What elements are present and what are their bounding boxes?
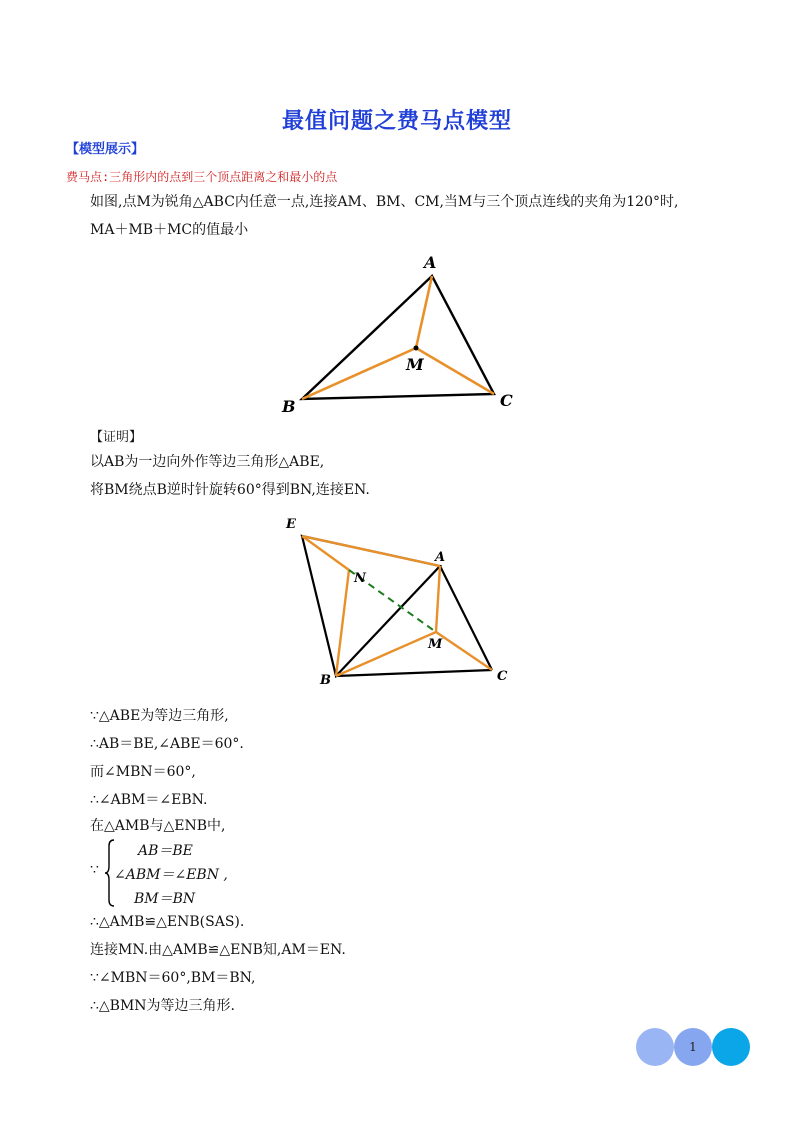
label-a: A xyxy=(424,253,437,272)
proof-step-2: ∴AB＝BE,∠ABE＝60°. xyxy=(90,736,244,752)
segment-bm xyxy=(302,348,416,399)
label-c: C xyxy=(500,391,513,410)
proof-intro-line-1: 以AB为一边向外作等边三角形△ABE, xyxy=(90,454,325,470)
label-m: M xyxy=(428,637,443,652)
segment-bn xyxy=(336,570,349,676)
label-b: B xyxy=(320,673,331,688)
badge-circle-right xyxy=(712,1028,750,1066)
badge-circle-left xyxy=(636,1028,674,1066)
section-heading: 【模型展示】 xyxy=(66,142,145,157)
label-c: C xyxy=(497,669,508,684)
proof-intro-line-2: 将BM绕点B逆时针旋转60°得到BN,连接EN. xyxy=(90,482,370,498)
proof-step-3: 而∠MBN＝60°, xyxy=(90,764,196,780)
label-e: E xyxy=(286,517,296,532)
intro-line-2: MA＋MB＋MC的值最小 xyxy=(90,222,249,238)
label-n: N xyxy=(354,571,366,586)
proof-step-7: 连接MN.由△AMB≌△ENB知,AM＝EN. xyxy=(90,942,346,958)
proof-step-1: ∵△ABE为等边三角形, xyxy=(90,708,229,724)
because-symbol: ∵ xyxy=(90,862,99,878)
proof-step-9: ∴△BMN为等边三角形. xyxy=(90,998,235,1014)
condition-2: ∠ABM＝∠EBN , xyxy=(114,867,228,883)
proof-step-6: ∴△AMB≌△ENB(SAS). xyxy=(90,914,245,930)
label-m: M xyxy=(406,355,424,374)
label-a: A xyxy=(435,550,446,565)
intro-line-1: 如图,点M为锐角△ABC内任意一点,连接AM、BM、CM,当M与三个顶点连线的夹角为120°时, xyxy=(90,194,679,210)
figure-rotation-construction xyxy=(270,512,530,697)
page-title: 最值问题之费马点模型 xyxy=(281,109,512,134)
segment-am xyxy=(416,276,432,348)
segment-ac xyxy=(440,566,492,670)
segment-bm xyxy=(336,632,436,676)
congruence-conditions xyxy=(90,838,290,908)
label-b: B xyxy=(282,397,296,416)
proof-step-5: 在△AMB与△ENB中, xyxy=(90,818,226,834)
page-number-badge xyxy=(636,1028,752,1068)
segment-bc xyxy=(336,670,492,676)
proof-heading: 【证明】 xyxy=(90,430,143,445)
segment-am xyxy=(436,566,440,632)
triangle-abe-outline xyxy=(302,536,440,676)
proof-step-4: ∴∠ABM＝∠EBN. xyxy=(90,792,208,808)
point-m xyxy=(414,346,419,351)
proof-step-8: ∵∠MBN＝60°,BM＝BN, xyxy=(90,970,256,986)
condition-1: AB＝BE xyxy=(138,843,193,859)
triangle-abc-outline xyxy=(302,276,494,399)
page-number: 1 xyxy=(689,1040,697,1054)
fermat-definition: 费马点:三角形内的点到三个顶点距离之和最小的点 xyxy=(66,170,338,184)
condition-3: BM＝BN xyxy=(134,891,196,907)
figure-triangle-abc xyxy=(270,250,530,420)
